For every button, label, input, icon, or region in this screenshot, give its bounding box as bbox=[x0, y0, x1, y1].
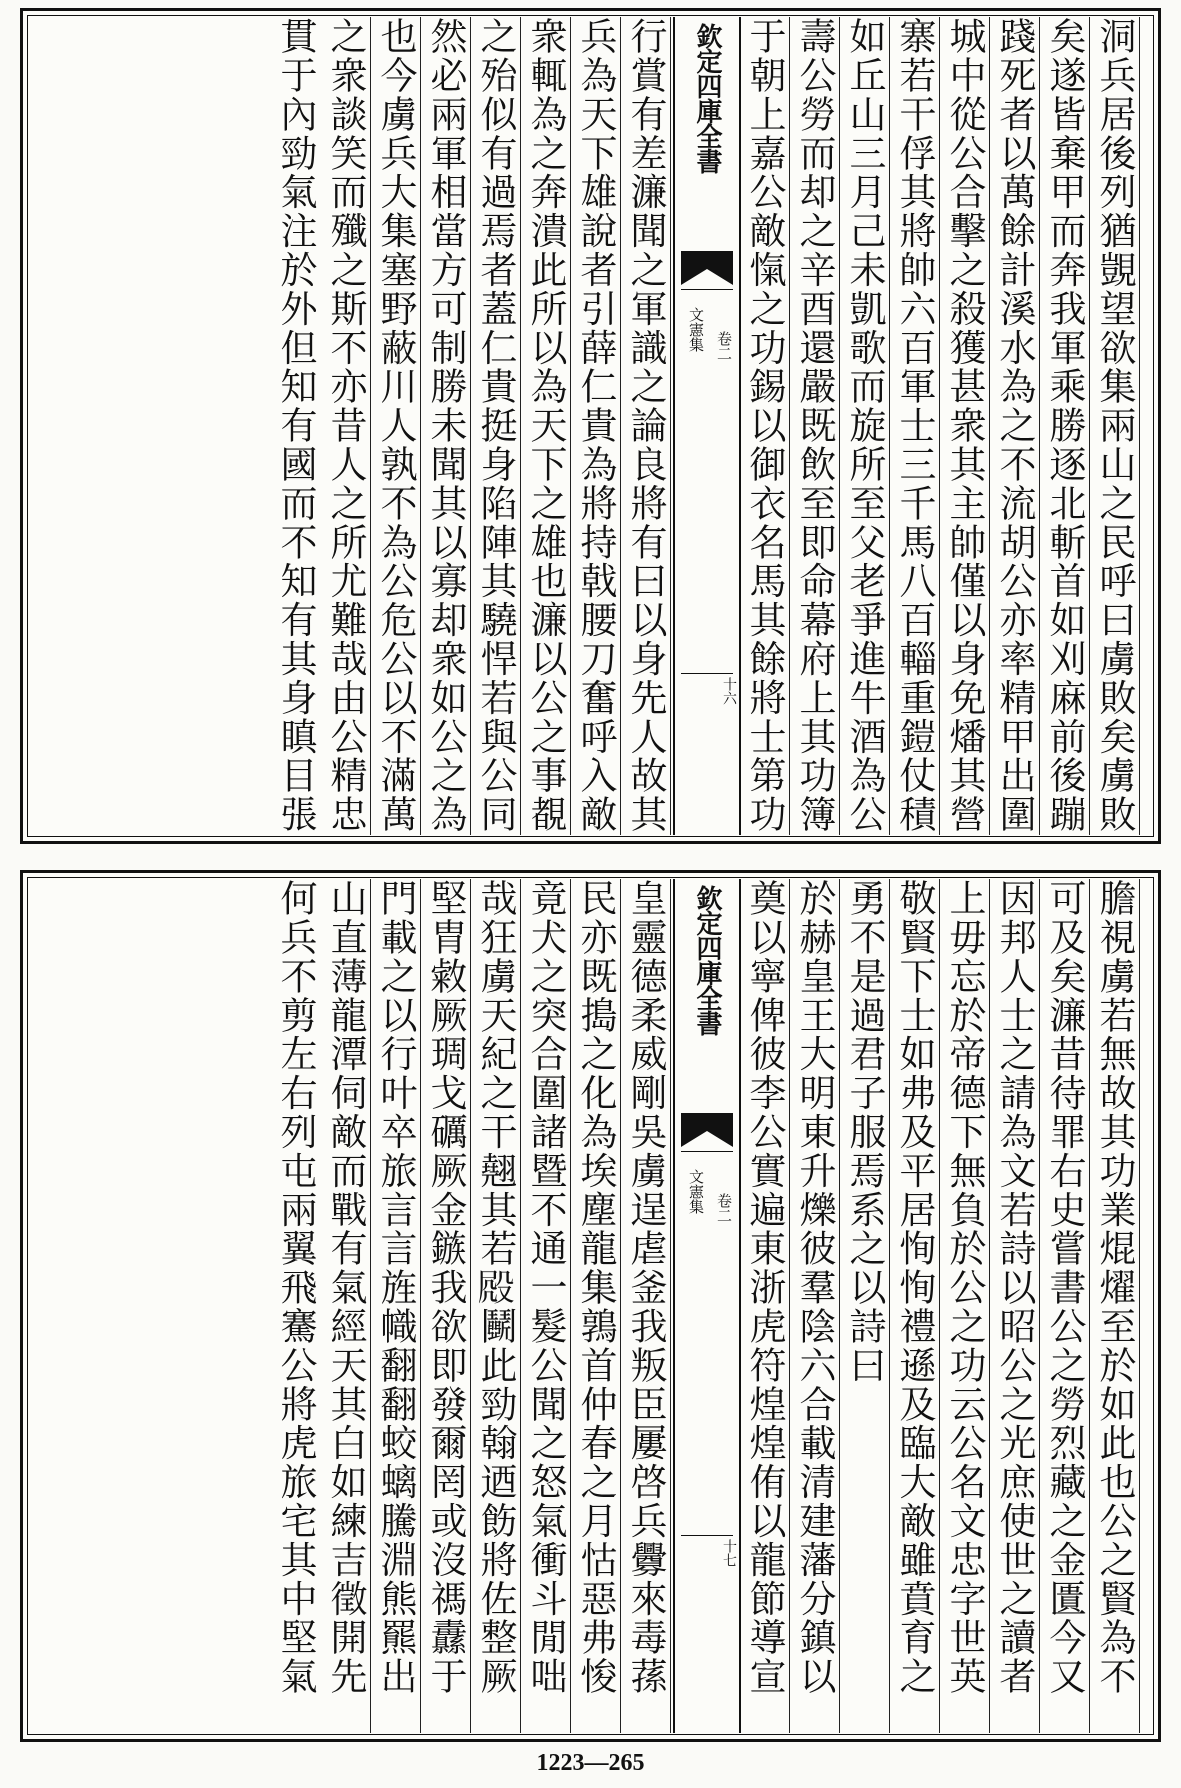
text-column: 山直薄龍潭伺敵而戰有氣經天其白如練吉徵開先 bbox=[321, 879, 371, 1733]
text-column: 行賞有差濂聞之軍識之論良將有曰以身先人故其 bbox=[621, 17, 671, 835]
gutter-juan: 卷二 bbox=[715, 1193, 733, 1223]
text-column: 之殆似有過焉者蓋仁貴挺身陷陣其驍悍若與公同 bbox=[471, 17, 521, 835]
text-column: 堅胄敹厥琱戈礪厥金鏃我欲即發爾罔或沒禡纛于 bbox=[421, 879, 471, 1733]
text-column: 之衆談笑而殲之斯不亦昔人之所尤難哉由公精忠 bbox=[321, 17, 371, 835]
text-column: 門載之以行叶卒旅言言旌幟翻翻蛟螭騰淵熊羆出 bbox=[371, 879, 421, 1733]
gutter-title: 欽定四庫全書 bbox=[692, 23, 722, 173]
text-column: 然必兩軍相當方可制勝未聞其以寡却衆如公之為 bbox=[421, 17, 471, 835]
center-gutter bbox=[673, 17, 741, 835]
text-column: 可及矣濂昔待罪右史嘗書公之勞烈藏之金匱今又 bbox=[1040, 879, 1090, 1733]
text-column: 膽視虜若無故其功業焜燿至於如此也公之賢為不 bbox=[1090, 879, 1140, 1733]
text-column: 衆輒為之奔潰此所以為天下之雄也濂以公之事覩 bbox=[521, 17, 571, 835]
footer-page-number: 1223—265 bbox=[536, 1750, 645, 1776]
text-column: 洞兵居後列猶覬望欲集兩山之民呼曰虜敗矣虜敗 bbox=[1090, 17, 1140, 835]
text-column: 竟犬之突合圍諸暨不通一髮公聞之怒氣衝斗閒咄 bbox=[521, 879, 571, 1733]
text-column: 因邦人士之請為文若詩以昭公之光庶使世之讀者 bbox=[990, 879, 1040, 1733]
text-column: 矣遂皆棄甲而奔我軍乘勝逐北斬首如刈麻前後蹦 bbox=[1040, 17, 1090, 835]
text-column: 兵為天下雄說者引薛仁貴為將持戟腰刀奮呼入敵 bbox=[571, 17, 621, 835]
text-column: 皇靈德柔威剛吳虜逞虐釜我叛臣屢啓兵釁來毒蓀 bbox=[621, 879, 671, 1733]
text-column: 於赫皇王大明東升爍彼羣陰六合載清建藩分鎮以 bbox=[790, 879, 840, 1733]
text-column: 也今虜兵大集塞野蔽川人孰不為公危公以不滿萬 bbox=[371, 17, 421, 835]
text-column: 城中從公合擊之殺獲甚衆其主帥僅以身免燔其營 bbox=[940, 17, 990, 835]
text-column: 壽公勞而却之辛酉還嚴既飲至即命幕府上其功簿 bbox=[790, 17, 840, 835]
text-column: 敬賢下士如弗及平居恂恂禮遜及臨大敵雖賁育之 bbox=[890, 879, 940, 1733]
text-column: 踐死者以萬餘計溪水為之不流胡公亦率精甲出圍 bbox=[990, 17, 1040, 835]
text-column: 民亦既搗之化為埃塵龍集鶉首仲春之月怙惡弗悛 bbox=[571, 879, 621, 1733]
gutter-rule bbox=[681, 289, 733, 290]
bottom-page bbox=[20, 870, 1161, 1742]
text-column: 何兵不剪左右列屯兩翼飛騫公將虎旅宅其中堅氣 bbox=[274, 879, 317, 1696]
text-column: 于朝上嘉公敵愾之功錫以御衣名馬其餘將士第功 bbox=[740, 17, 790, 835]
gutter-collection-name: 文憲集 bbox=[687, 307, 705, 352]
gutter-rule bbox=[681, 1535, 733, 1536]
center-gutter bbox=[673, 879, 741, 1733]
gutter-page-number: 十六 bbox=[721, 677, 737, 705]
gutter-rule bbox=[681, 1151, 733, 1152]
gutter-page-number: 十七 bbox=[721, 1539, 737, 1567]
text-column: 寨若干俘其將帥六百軍士三千馬八百輜重鎧仗積 bbox=[890, 17, 940, 835]
text-column: 奠以寧俾彼李公實遍東浙虎符煌煌侑以龍節導宣 bbox=[740, 879, 790, 1733]
gutter-juan: 卷二 bbox=[715, 331, 733, 361]
text-column: 上毋忘於帝德下無負於公之功云公名文忠字世英 bbox=[940, 879, 990, 1733]
top-page bbox=[20, 8, 1161, 844]
gutter-title: 欽定四庫全書 bbox=[692, 885, 722, 1035]
gutter-rule bbox=[681, 673, 733, 674]
gutter-collection-name: 文憲集 bbox=[687, 1169, 705, 1214]
fish-tail-mark-icon bbox=[681, 251, 733, 285]
text-column: 勇不是過君子服焉系之以詩曰 bbox=[840, 879, 890, 1733]
text-column: 如丘山三月己未凱歌而旋所至父老爭進牛酒為公 bbox=[840, 17, 890, 835]
text-column: 哉狂虜天紀之干翹其若𣪍鬭此勁翰迺飭將佐整厥 bbox=[471, 879, 521, 1733]
fish-tail-mark-icon bbox=[681, 1113, 733, 1147]
text-column: 貫于內勁氣注於外但知有國而不知有其身瞋目張 bbox=[274, 17, 317, 834]
